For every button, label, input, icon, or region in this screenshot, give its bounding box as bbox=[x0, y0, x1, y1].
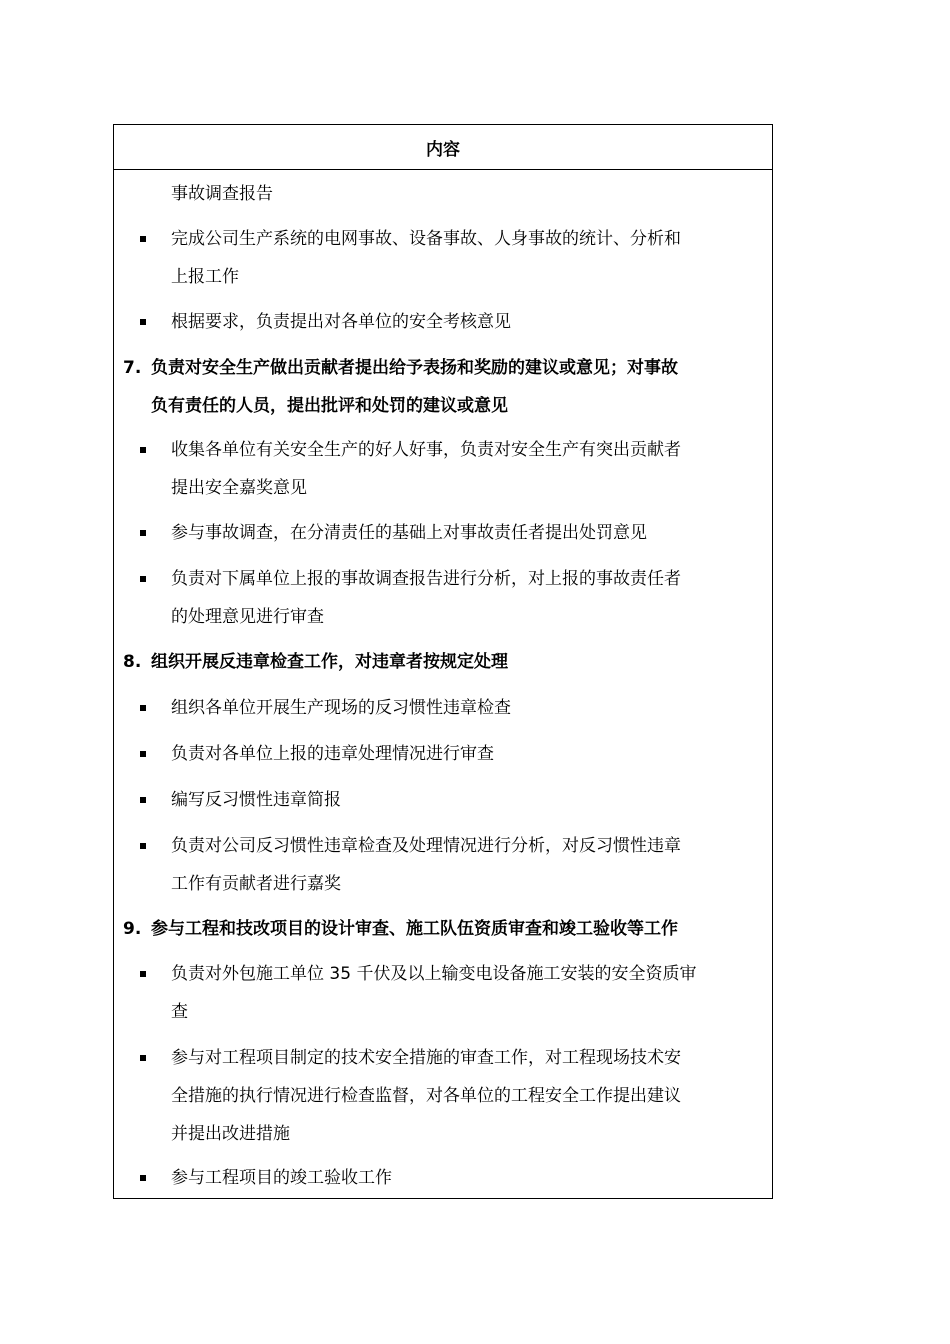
bullet-icon bbox=[140, 576, 146, 582]
text-line: 事故调查报告 bbox=[171, 184, 273, 204]
heading-number: 7. bbox=[123, 358, 142, 378]
bullet-text: 查 bbox=[171, 1002, 188, 1022]
bullet-text: 收集各单位有关安全生产的好人好事，负责对安全生产有突出贡献者 bbox=[171, 440, 681, 460]
bullet-text: 上报工作 bbox=[171, 267, 239, 287]
bullet-icon bbox=[140, 1175, 146, 1181]
bullet-icon bbox=[140, 705, 146, 711]
bullet-text: 提出安全嘉奖意见 bbox=[171, 478, 307, 498]
heading-number: 8. bbox=[123, 652, 142, 672]
bullet-text: 的处理意见进行审查 bbox=[171, 607, 324, 627]
bullet-text: 根据要求，负责提出对各单位的安全考核意见 bbox=[171, 312, 511, 332]
bullet-text: 完成公司生产系统的电网事故、设备事故、人身事故的统计、分析和 bbox=[171, 229, 681, 249]
bullet-text: 组织各单位开展生产现场的反习惯性违章检查 bbox=[171, 698, 511, 718]
bullet-icon bbox=[140, 530, 146, 536]
bullet-icon bbox=[140, 236, 146, 242]
bullet-text: 参与对工程项目制定的技术安全措施的审查工作，对工程现场技术安 bbox=[171, 1048, 681, 1068]
bullet-icon bbox=[140, 971, 146, 977]
bullet-text: 参与事故调查，在分清责任的基础上对事故责任者提出处罚意见 bbox=[171, 523, 647, 543]
bullet-text: 工作有贡献者进行嘉奖 bbox=[171, 874, 341, 894]
bullet-icon bbox=[140, 797, 146, 803]
heading-number: 9. bbox=[123, 919, 142, 939]
heading-text: 组织开展反违章检查工作，对违章者按规定处理 bbox=[151, 652, 508, 672]
bullet-icon bbox=[140, 843, 146, 849]
bullet-icon bbox=[140, 319, 146, 325]
bullet-icon bbox=[140, 1055, 146, 1061]
bullet-text: 负责对公司反习惯性违章检查及处理情况进行分析，对反习惯性违章 bbox=[171, 836, 681, 856]
header-label: 内容 bbox=[426, 139, 460, 160]
bullet-text: 全措施的执行情况进行检查监督，对各单位的工程安全工作提出建议 bbox=[171, 1086, 681, 1106]
bullet-text: 参与工程项目的竣工验收工作 bbox=[171, 1168, 392, 1188]
heading-text: 负有责任的人员，提出批评和处罚的建议或意见 bbox=[151, 396, 508, 416]
bullet-text: 负责对各单位上报的违章处理情况进行审查 bbox=[171, 744, 494, 764]
table-header bbox=[114, 125, 772, 170]
bullet-icon bbox=[140, 447, 146, 453]
heading-text: 负责对安全生产做出贡献者提出给予表扬和奖励的建议或意见；对事故 bbox=[151, 358, 678, 378]
bullet-text: 负责对外包施工单位 35 千伏及以上输变电设备施工安装的安全资质审 bbox=[171, 964, 697, 984]
heading-text: 参与工程和技改项目的设计审查、施工队伍资质审查和竣工验收等工作 bbox=[151, 919, 678, 939]
bullet-text: 编写反习惯性违章简报 bbox=[171, 790, 341, 810]
bullet-text: 负责对下属单位上报的事故调查报告进行分析，对上报的事故责任者 bbox=[171, 569, 681, 589]
bullet-icon bbox=[140, 751, 146, 757]
content-table bbox=[113, 124, 773, 1199]
bullet-text: 并提出改进措施 bbox=[171, 1124, 290, 1144]
